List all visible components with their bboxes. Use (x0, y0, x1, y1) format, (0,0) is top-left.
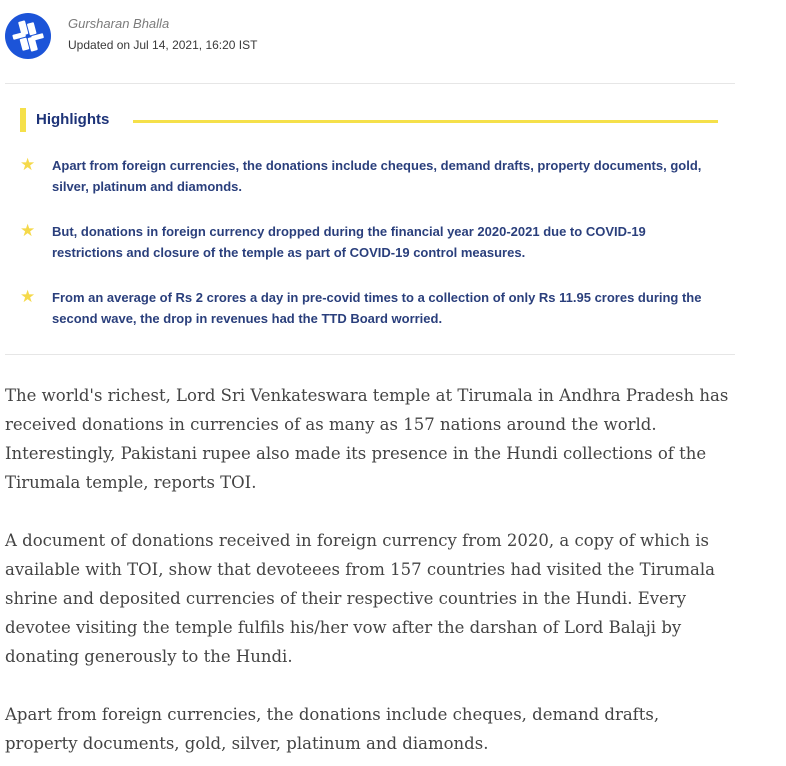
highlight-item (20, 155, 720, 197)
highlights-accent-line (133, 120, 718, 123)
star-icon: ★ (20, 287, 36, 306)
star-icon: ★ (20, 155, 36, 174)
author-name[interactable]: Gursharan Bhalla (68, 16, 170, 31)
author-block (5, 10, 735, 68)
article-paragraph: Apart from foreign currencies, the donations include cheques, demand drafts, property documents, gold, silver, platinum and diamonds. (5, 705, 660, 753)
highlight-text: But, donations in foreign currency dropped during the financial year 2020-2021 due to COVID-19 restrictions and closure of the temple as part of COVID-19 control measures. (52, 224, 646, 260)
article-paragraph: The world's richest, Lord Sri Venkateswara temple at Tirumala in Andhra Pradesh has received donations in currencies of as many as 157 nations around the world. Interestingly, Pakistani rupee also made its presence in the Hundi collections of the Tirumala temple, reports TOI. (5, 386, 729, 492)
bottom-divider (5, 354, 735, 355)
top-divider (5, 83, 735, 84)
highlights-accent-bar (20, 108, 26, 132)
highlight-text: From an average of Rs 2 crores a day in pre-covid times to a collection of only Rs 11.95 crores during the second wave, the drop in revenues had the TTD Board worried. (52, 290, 702, 326)
article-body (5, 381, 730, 766)
highlights-header (20, 108, 720, 132)
highlight-text: Apart from foreign currencies, the donations include cheques, demand drafts, property documents, gold, silver, platinum and diamonds. (52, 158, 702, 194)
article-paragraph: A document of donations received in foreign currency from 2020, a copy of which is available with TOI, show that devoteees from 157 countries had visited the Tirumala shrine and deposited currencies of their respective countries in the Hundi. Every devotee visiting the temple fulfils his/her vow after the darshan of Lord Balaji by donating generously to the Hundi. (5, 531, 715, 666)
highlight-item (20, 287, 720, 329)
highlight-item (20, 221, 720, 263)
highlights-list (20, 155, 720, 353)
highlights-title: Highlights (36, 111, 110, 128)
star-icon: ★ (20, 221, 36, 240)
plus-cross-logo-icon[interactable] (5, 13, 51, 59)
updated-timestamp: Updated on Jul 14, 2021, 16:20 IST (68, 38, 258, 52)
